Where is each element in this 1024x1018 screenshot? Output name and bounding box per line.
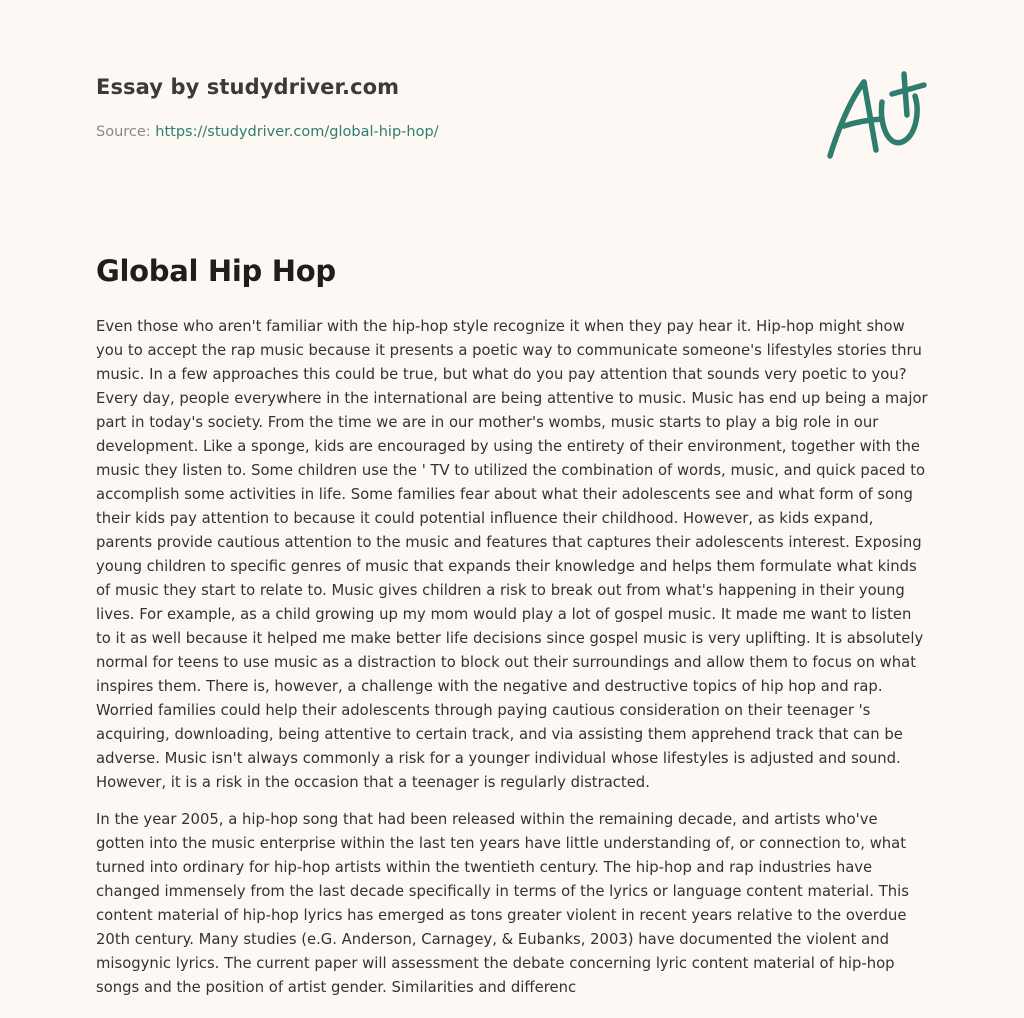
essay-body [96, 315, 928, 1013]
essay-paragraph: Even those who aren't familiar with the hip-hop style recognize it when they pay hear it. Hip-hop might show you to accept the rap music because it presents a poetic way to communicate someone's lifestyles stories thru music. In a few approaches this could be true, but what do you pay attention that sounds very poetic to you? Every day, people everywhere in the international are being attentive to music. Music has end up being a major part in today's society. From the time we are in our mother's wombs, music starts to play a big role in our development. Like a sponge, kids are encouraged by using the entirety of their environment, together with the music they listen to. Some children use the ' TV to utilized the combination of words, music, and quick paced to accomplish some activities in life. Some families fear about what their adolescents see and what form of song their kids pay attention to because it could potential influence their childhood. However, as kids expand, parents provide cautious attention to the music and features that captures their adolescents interest. Exposing young children to specific genres of music that expands their knowledge and helps them formulate what kinds of music they start to relate to. Music gives children a risk to break out from what's happening in their young lives. For example, as a child growing up my mom would play a lot of gospel music. It made me want to listen to it as well because it helped me make better life decisions since gospel music is very uplifting. It is absolutely normal for teens to use music as a distraction to block out their surroundings and allow them to focus on what inspires them. There is, however, a challenge with the negative and destructive topics of hip hop and rap. Worried families could help their adolescents through paying cautious consideration on their teenager 's acquiring, downloading, being attentive to certain track, and via assisting them apprehend track that can be adverse. Music isn't always commonly a risk for a younger individual whose lifestyles is adjusted and sound. However, it is a risk in the occasion that a teenager is regularly distracted. [96, 318, 928, 791]
source-label: Source: [96, 124, 151, 140]
source-line [96, 124, 439, 140]
essay-title: Global Hip Hop [96, 254, 336, 288]
source-link[interactable]: https://studydriver.com/global-hip-hop/ [155, 124, 439, 140]
essay-paragraph: In the year 2005, a hip-hop song that had been released within the remaining decade, and artists who've gotten into the music enterprise within the last ten years have little understanding of, or connection to, what turned into ordinary for hip-hop artists within the twentieth century. The hip-hop and rap industries have changed immensely from the last decade specifically in terms of the lyrics or language content material. This content material of hip-hop lyrics has emerged as tons greater violent in recent years relative to the overdue 20th century. Many studies (e.G. Anderson, Carnagey, & Eubanks, 2003) have documented the violent and misogynic lyrics. The current paper will assessment the debate concerning lyric content material of hip-hop songs and the position of artist gender. Similarities and differenc [96, 811, 909, 996]
a-plus-logo-icon [822, 68, 928, 164]
site-title: Essay by studydriver.com [96, 75, 400, 99]
